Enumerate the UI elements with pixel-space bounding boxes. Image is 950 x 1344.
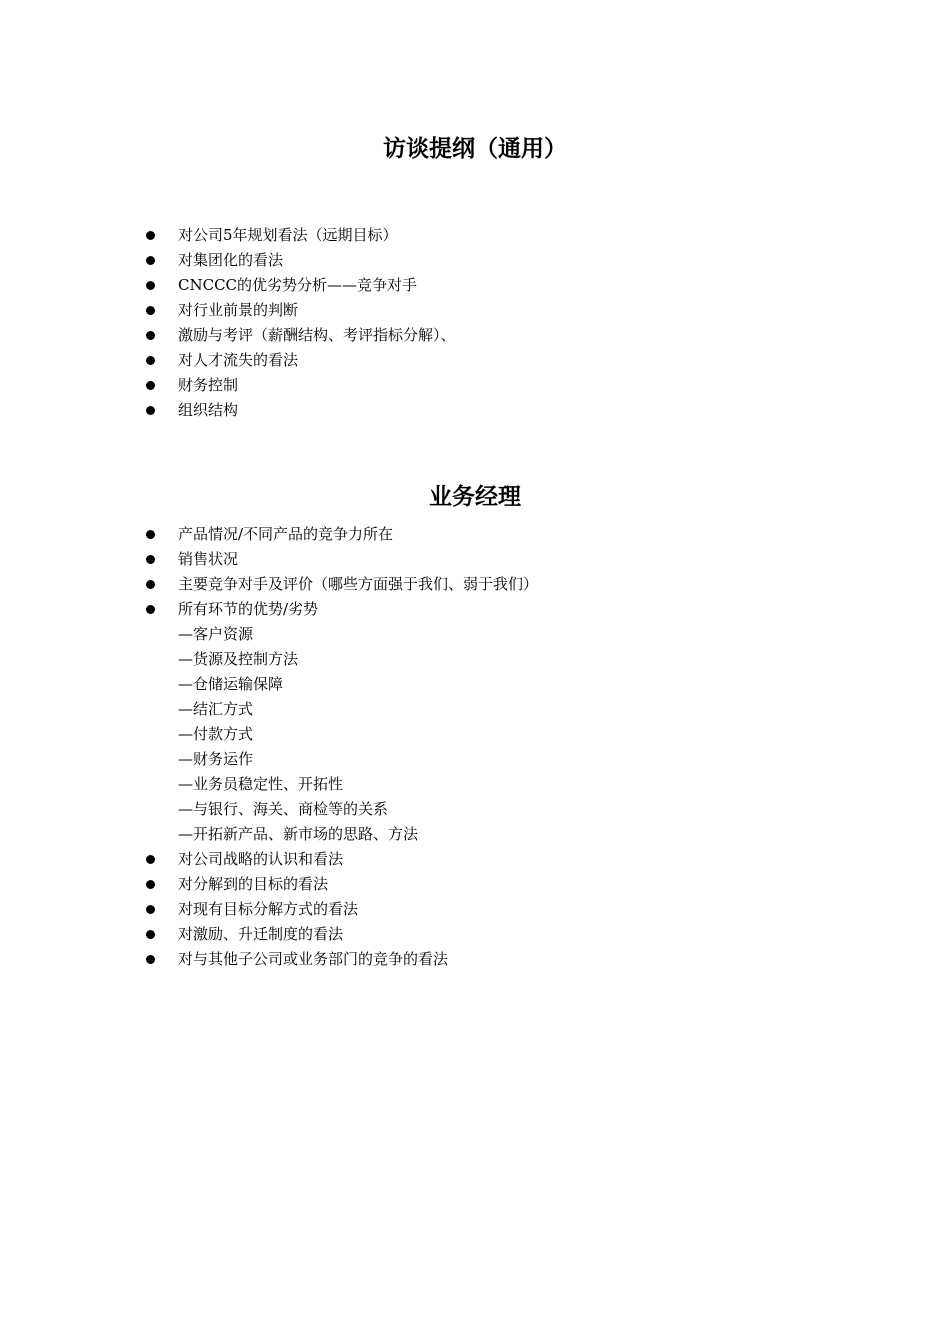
list-item-text: 对公司战略的认识和看法 bbox=[178, 850, 344, 868]
sub-list-item bbox=[0, 647, 950, 672]
bullet-icon bbox=[146, 955, 155, 964]
list-item bbox=[0, 922, 950, 947]
bullet-icon bbox=[146, 356, 155, 365]
bullet-icon bbox=[146, 605, 155, 614]
sub-list-item-text: —仓储运输保障 bbox=[178, 675, 284, 693]
bullet-icon bbox=[146, 930, 155, 939]
list-item bbox=[0, 298, 950, 323]
bullet-icon bbox=[146, 880, 155, 889]
business-manager-topics-list bbox=[0, 522, 950, 972]
list-item bbox=[0, 597, 950, 622]
sub-list-item bbox=[0, 822, 950, 847]
list-item bbox=[0, 398, 950, 423]
bullet-icon bbox=[146, 905, 155, 914]
list-item-text: 对集团化的看法 bbox=[178, 251, 284, 269]
bullet-icon bbox=[146, 530, 155, 539]
list-item bbox=[0, 373, 950, 398]
sub-list-item-text: —业务员稳定性、开拓性 bbox=[178, 775, 344, 793]
list-item-text: 对行业前景的判断 bbox=[178, 301, 299, 319]
sub-list-item-text: —开拓新产品、新市场的思路、方法 bbox=[178, 825, 419, 843]
list-item bbox=[0, 947, 950, 972]
bullet-icon bbox=[146, 231, 155, 240]
section-title-business-manager: 业务经理 bbox=[429, 483, 521, 510]
list-item-text: 对激励、升迁制度的看法 bbox=[178, 925, 344, 943]
list-item-text: 对人才流失的看法 bbox=[178, 351, 299, 369]
list-item bbox=[0, 348, 950, 373]
bullet-icon bbox=[146, 306, 155, 315]
list-item-text: 组织结构 bbox=[178, 401, 239, 419]
list-item-text: CNCCC的优劣势分析——竞争对手 bbox=[178, 276, 418, 294]
list-item-text: 主要竞争对手及评价（哪些方面强于我们、弱于我们） bbox=[178, 575, 539, 593]
list-item-text: 产品情况/不同产品的竞争力所在 bbox=[178, 525, 394, 543]
list-item bbox=[0, 847, 950, 872]
list-item-text: 所有环节的优势/劣势 bbox=[178, 600, 319, 618]
sub-list-item bbox=[0, 772, 950, 797]
bullet-icon bbox=[146, 281, 155, 290]
bullet-icon bbox=[146, 331, 155, 340]
general-topics-list bbox=[0, 223, 950, 423]
bullet-icon bbox=[146, 580, 155, 589]
sub-list-item-text: —结汇方式 bbox=[178, 700, 254, 718]
list-item bbox=[0, 522, 950, 547]
bullet-icon bbox=[146, 555, 155, 564]
sub-list-item bbox=[0, 697, 950, 722]
sub-list-item bbox=[0, 622, 950, 647]
list-item bbox=[0, 897, 950, 922]
list-item-text: 激励与考评（薪酬结构、考评指标分解）、 bbox=[178, 326, 456, 344]
sub-list-item bbox=[0, 747, 950, 772]
list-item bbox=[0, 223, 950, 248]
bullet-icon bbox=[146, 256, 155, 265]
section-title-general: 访谈提纲（通用） bbox=[383, 135, 567, 162]
sub-list-item bbox=[0, 797, 950, 822]
bullet-icon bbox=[146, 406, 155, 415]
sub-list-item-text: —与银行、海关、商检等的关系 bbox=[178, 800, 389, 818]
sub-list-item bbox=[0, 672, 950, 697]
list-item bbox=[0, 572, 950, 597]
list-item-text: 财务控制 bbox=[178, 376, 239, 394]
list-item-text: 对公司5年规划看法（远期目标） bbox=[178, 226, 398, 244]
sub-list-item-text: —客户资源 bbox=[178, 625, 254, 643]
sub-list-item-text: —财务运作 bbox=[178, 750, 254, 768]
list-item bbox=[0, 273, 950, 298]
bullet-icon bbox=[146, 381, 155, 390]
sub-list-item-text: —付款方式 bbox=[178, 725, 254, 743]
list-item bbox=[0, 547, 950, 572]
list-item bbox=[0, 872, 950, 897]
sub-list-item-text: —货源及控制方法 bbox=[178, 650, 299, 668]
bullet-icon bbox=[146, 855, 155, 864]
list-item bbox=[0, 248, 950, 273]
list-item-text: 对与其他子公司或业务部门的竞争的看法 bbox=[178, 950, 449, 968]
list-item-text: 对分解到的目标的看法 bbox=[178, 875, 329, 893]
sub-list-item bbox=[0, 722, 950, 747]
list-item-text: 对现有目标分解方式的看法 bbox=[178, 900, 359, 918]
list-item-text: 销售状况 bbox=[178, 550, 239, 568]
list-item bbox=[0, 323, 950, 348]
